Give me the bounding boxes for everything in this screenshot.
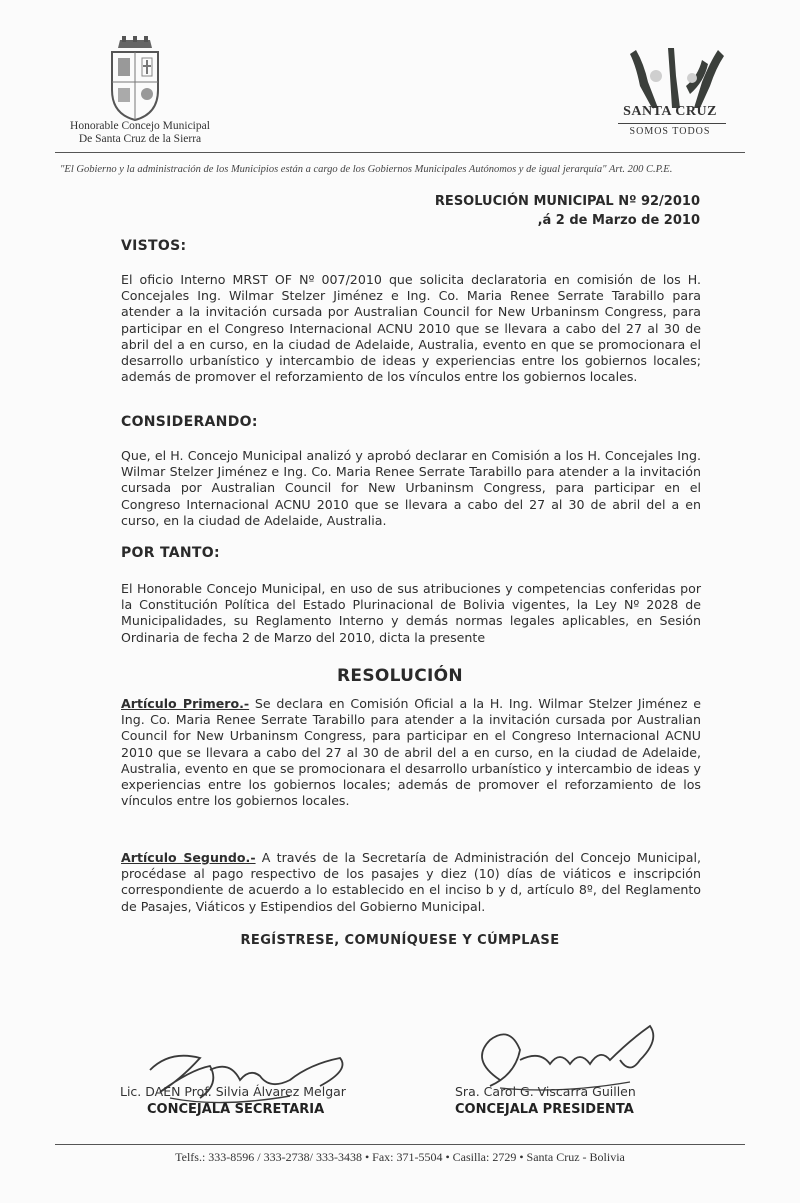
header-rule [55, 152, 745, 153]
articulo-primero [121, 696, 701, 809]
articulo-segundo-label: Artículo Segundo.- [121, 850, 256, 865]
articulo-primero-label: Artículo Primero.- [121, 696, 250, 711]
por-tanto-heading: POR TANTO: [121, 545, 220, 561]
council-name [55, 120, 225, 146]
closing-formula: REGÍSTRESE, COMUNÍQUESE Y CÚMPLASE [240, 933, 560, 948]
vistos-heading: VISTOS: [121, 238, 187, 254]
footer-contact: Telfs.: 333-8596 / 333-2738/ 333-3438 • Fax: 371-5504 • Casilla: 2729 • Santa Cruz - Bolivia [175, 1150, 625, 1164]
resolution-header [435, 192, 700, 230]
closing-wrap [0, 929, 800, 948]
brand-slogan: SOMOS TODOS [629, 126, 711, 137]
coat-of-arms-icon [106, 36, 164, 124]
signature-left-name: Lic. DAEN Prof. Silvia Álvarez Melgar [120, 1084, 346, 1099]
resolution-number: RESOLUCIÓN MUNICIPAL Nº 92/2010 [434, 194, 700, 209]
brand-divider [618, 123, 726, 124]
considerando-text: Que, el H. Concejo Municipal analizó y aprobó declarar en Comisión a los H. Concejales Ing. Wilmar Stelzer Jiménez e Ing. Co. Maria Renee Serrate Tarabillo para atender a la invitación cursada por Australian Council for New Urbaninsm Congress, para participar en el Congreso Internacional ACNU 2010 que se llevara a cabo del 27 al 30 de abril del a en curso, en la ciudad de Adelaide, Australia. [121, 448, 701, 528]
por-tanto-text: El Honorable Concejo Municipal, en uso de sus atribuciones y competencias conferidas por la Constitución Política del Estado Plurinacional de Bolivia vigentes, la Ley Nº 2028 de Municipalidades, su Reglamento Interno y demás normas legales aplicables, en Sesión Ordinaria de fecha 2 de Marzo del 2010, dicta la presente [121, 581, 701, 645]
footer-rule [55, 1144, 745, 1145]
resolucion-title: RESOLUCIÓN [337, 666, 463, 686]
constitution-quote: "El Gobierno y la administración de los Municipios están a cargo de los Gobiernos Municipales Autónomos y de igual jerarquía" Art. 200 C.P.E. [60, 164, 673, 175]
brand-name: SANTA CRUZ [623, 104, 717, 119]
articulo-segundo-text: A través de la Secretaría de Administración del Concejo Municipal, procédase al pago respectivo de los pasajes y diez (10) días de viáticos e inscripción correspondiente de acuerdo a lo establecido en el inciso b y d, artículo 8º, del Reglamento de Pasajes, Viáticos y Estipendios del Gobierno Municipal. [121, 850, 701, 914]
council-line-1: Honorable Concejo Municipal [70, 120, 210, 132]
signature-left-icon [140, 1040, 360, 1110]
articulo-segundo [121, 850, 701, 915]
signature-right-name: Sra. Carol G. Viscarra Guillen [455, 1084, 636, 1099]
articulo-primero-text: Se declara en Comisión Oficial a la H. Ing. Wilmar Stelzer Jiménez e Ing. Co. Maria Renee Serrate Tarabillo para atender a la invitación cursada por Australian Council for New Urbaninsm Congress, para participar en el Congreso Internacional ACNU 2010 que se llevara a cabo del 27 al 30 de abril del a en curso, en la ciudad de Adelaide, Australia, evento en que se promocionara el desarrollo urbanístico y intercambio de ideas y experiencias entre los gobiernos locales; además de promover el reforzamiento de los vínculos entre los gobiernos locales. [121, 696, 701, 809]
resolution-date: ,á 2 de Marzo de 2010 [537, 213, 700, 228]
signature-left-role: CONCEJALA SECRETARIA [147, 1102, 325, 1117]
considerando-heading: CONSIDERANDO: [121, 414, 258, 430]
vistos-text: El oficio Interno MRST OF Nº 007/2010 que solicita declaratoria en comisión de los H. Concejales Ing. Wilmar Stelzer Jiménez e Ing. Co. Maria Renee Serrate Tarabillo para atender a la invitación cursada por Australian Council for New Urbaninsm Congress, para participar en el Congreso Internacional ACNU 2010 que se llevara a cabo del 27 al 30 de abril del a en curso, en la ciudad de Adelaide, Australia, evento en que se promocionara el desarrollo urbanístico y intercambio de ideas y experiencias entre los gobiernos locales; además de promover el reforzamiento de los vínculos entre los gobiernos locales. [121, 272, 701, 385]
resolucion-title-wrap [0, 666, 800, 686]
signature-right-role: CONCEJALA PRESIDENTA [455, 1102, 634, 1117]
council-line-2: De Santa Cruz de la Sierra [78, 133, 202, 145]
